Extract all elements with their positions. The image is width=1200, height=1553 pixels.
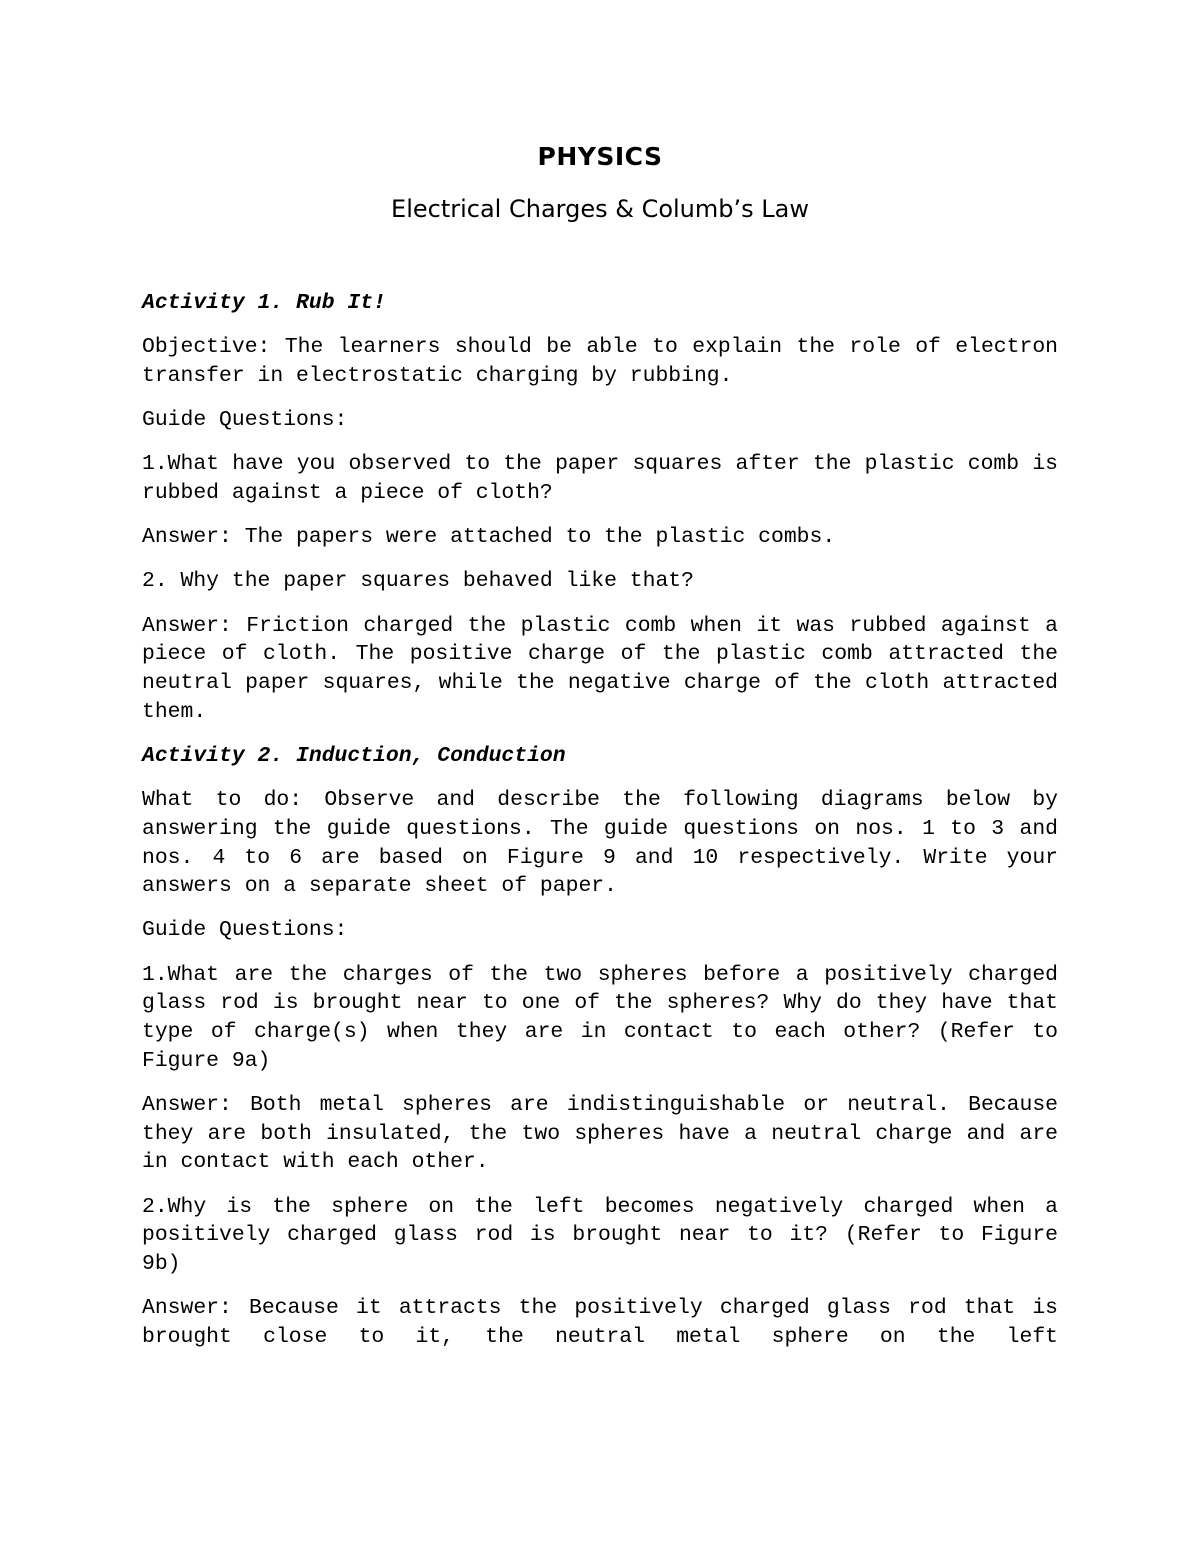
activity-2-answer-1: Answer: Both metal spheres are indistinguishable or neutral. Because they are both insulated, the two spheres have a neutral charge and are in contact with each other. (142, 1092, 1058, 1175)
page-title: PHYSICS (537, 142, 663, 171)
activity-2-question-1: 1.What are the charges of the two spheres before a positively charged glass rod is brought near to one of the spheres? Why do they have that type of charge(s) when they are in contact to each other? (Refer to Figure 9a) (142, 962, 1058, 1073)
activity-1-question-1: 1.What have you observed to the paper squares after the plastic comb is rubbed against a piece of cloth? (142, 452, 1058, 506)
activity-1-objective: Objective: The learners should be able to explain the role of electron transfer in electrostatic charging by rubbing. (142, 335, 1058, 388)
activity-2-heading: Activity 2. Induction, Conduction (142, 743, 566, 768)
activity-1-guide-label: Guide Questions: (142, 408, 348, 433)
activity-1-answer-2: Answer: Friction charged the plastic comb when it was rubbed against a piece of cloth. The positive charge of the plastic comb attracted the neutral paper squares, while the negative charge of the cloth attracted them. (142, 613, 1058, 724)
activity-1-heading: Activity 1. Rub It! (142, 291, 386, 315)
document-body (142, 289, 1058, 1367)
activity-2-guide-label: Guide Questions: (142, 918, 348, 943)
activity-2-question-2: 2.Why is the sphere on the left becomes negatively charged when a positively charged glass rod is brought near to it? (Refer to Figure 9b) (142, 1194, 1058, 1276)
activity-2-answer-2: Answer: Because it attracts the positively charged glass rod that is brought close to it, the neutral metal sphere on the left (142, 1296, 1058, 1349)
activity-1-question-2: 2. Why the paper squares behaved like that? (142, 569, 694, 594)
activity-2-instructions: What to do: Observe and describe the following diagrams below by answering the guide questions. The guide questions on nos. 1 to 3 and nos. 4 to 6 are based on Figure 9 and 10 respectively. Write your answers on a separate sheet of paper. (142, 788, 1058, 899)
page-subtitle: Electrical Charges & Columb’s Law (391, 195, 809, 223)
activity-1-answer-1: Answer: The papers were attached to the plastic combs. (142, 525, 836, 550)
